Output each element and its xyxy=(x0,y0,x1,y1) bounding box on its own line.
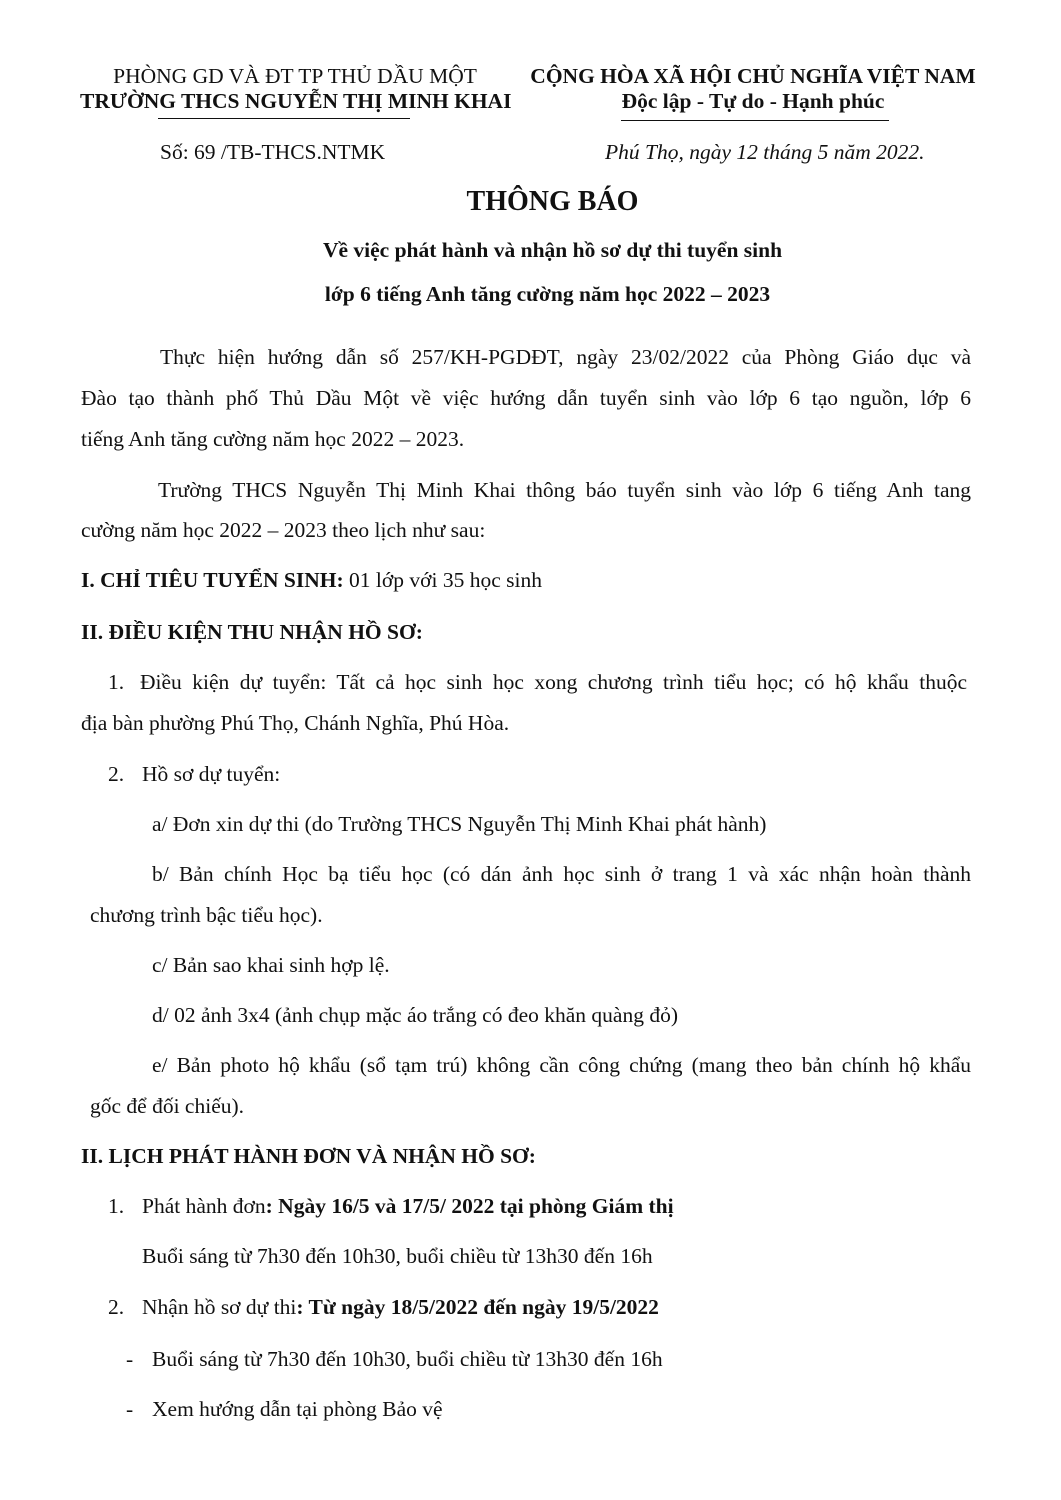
requirement-d: d/ 02 ảnh 3x4 (ảnh chụp mặc áo trắng có đeo khăn quàng đỏ) xyxy=(152,1003,678,1027)
section3-bullet1: Buổi sáng từ 7h30 đến 10h30, buổi chiều từ 13h30 đến 16h xyxy=(152,1347,663,1371)
intro-p1-line1: Thực hiện hướng dẫn số 257/KH-PGDĐT, ngày 23/02/2022 của Phòng Giáo dục và xyxy=(160,345,971,369)
national-title: CỘNG HÒA XÃ HỘI CHỦ NGHĨA VIỆT NAM xyxy=(530,64,976,88)
place-date: Phú Thọ, ngày 12 tháng 5 năm 2022. xyxy=(605,140,925,164)
requirement-b-line1: b/ Bản chính Học bạ tiểu học (có dán ảnh học sinh ở trang 1 và xác nhận hoàn thành xyxy=(152,862,971,886)
section3-item2-label: Nhận hồ sơ dự thi xyxy=(142,1295,297,1319)
section3-item1-hours: Buổi sáng từ 7h30 đến 10h30, buổi chiều từ 13h30 đến 16h xyxy=(142,1244,653,1268)
section2-item1-line1: Điều kiện dự tuyển: Tất cả học sinh học xong chương trình tiểu học; có hộ khẩu thuộc xyxy=(140,670,967,694)
section3-item1-number: 1. xyxy=(108,1194,125,1218)
section2-item2-text: Hồ sơ dự tuyển: xyxy=(142,762,281,786)
section3-item2-date: : Từ ngày 18/5/2022 đến ngày 19/5/2022 xyxy=(296,1295,659,1319)
requirement-b-line2: chương trình bậc tiểu học). xyxy=(90,903,323,927)
requirement-e-line2: gốc để đối chiếu). xyxy=(90,1094,245,1118)
agency-name: PHÒNG GD VÀ ĐT TP THỦ DẦU MỘT xyxy=(113,64,477,88)
section3-heading: II. LỊCH PHÁT HÀNH ĐƠN VÀ NHẬN HỒ SƠ: xyxy=(81,1144,536,1168)
section2-item1-line2: địa bàn phường Phú Thọ, Chánh Nghĩa, Phú Hòa. xyxy=(81,711,510,735)
section3-item2-number: 2. xyxy=(108,1295,125,1319)
section2-item2-number: 2. xyxy=(108,762,125,786)
document-subtitle-line1: Về việc phát hành và nhận hồ sơ dự thi tuyển sinh xyxy=(322,238,783,262)
requirement-e-line1: e/ Bản photo hộ khẩu (sổ tạm trú) không cần công chứng (mang theo bản chính hộ khẩu xyxy=(152,1053,971,1077)
document-subtitle-line2: lớp 6 tiếng Anh tăng cường năm học 2022 – 2023 xyxy=(324,282,771,306)
school-name: TRƯỜNG THCS NGUYỄN THỊ MINH KHAI xyxy=(80,89,512,113)
section3-item1-label: Phát hành đơn xyxy=(142,1194,266,1218)
requirement-a: a/ Đơn xin dự thi (do Trường THCS Nguyễn Thị Minh Khai phát hành) xyxy=(152,812,767,836)
school-underline xyxy=(158,118,410,119)
national-motto: Độc lập - Tự do - Hạnh phúc xyxy=(621,89,885,113)
section1-heading: I. CHỈ TIÊU TUYỂN SINH: xyxy=(81,568,344,592)
section1-text: 01 lớp với 35 học sinh xyxy=(343,568,542,592)
section3-bullet2: Xem hướng dẫn tại phòng Bảo vệ xyxy=(152,1397,443,1421)
intro-p1-line3: tiếng Anh tăng cường năm học 2022 – 2023. xyxy=(81,427,465,451)
intro-p2-line2: cường năm học 2022 – 2023 theo lịch như sau: xyxy=(81,518,486,542)
motto-underline xyxy=(621,120,889,121)
section2-heading: II. ĐIỀU KIỆN THU NHẬN HỒ SƠ: xyxy=(81,620,423,644)
intro-p2-line1: Trường THCS Nguyễn Thị Minh Khai thông báo tuyển sinh vào lớp 6 tiếng Anh tang xyxy=(158,478,971,502)
section3-item2-line xyxy=(142,1295,659,1320)
section3-item1-date: : Ngày 16/5 và 17/5/ 2022 tại phòng Giám thị xyxy=(265,1194,674,1218)
section2-item1-number: 1. xyxy=(108,670,125,694)
bullet-dash-1: - xyxy=(126,1347,134,1371)
bullet-dash-2: - xyxy=(126,1397,134,1421)
document-title: THÔNG BÁO xyxy=(466,186,639,217)
section3-item1-line xyxy=(142,1194,674,1219)
requirement-c: c/ Bản sao khai sinh hợp lệ. xyxy=(152,953,390,977)
intro-p1-line2: Đào tạo thành phố Thủ Dầu Một về việc hướng dẫn tuyển sinh vào lớp 6 tạo nguồn, lớp 6 xyxy=(81,386,971,410)
section1-line xyxy=(81,568,542,593)
document-number: Số: 69 /TB-THCS.NTMK xyxy=(160,140,386,164)
